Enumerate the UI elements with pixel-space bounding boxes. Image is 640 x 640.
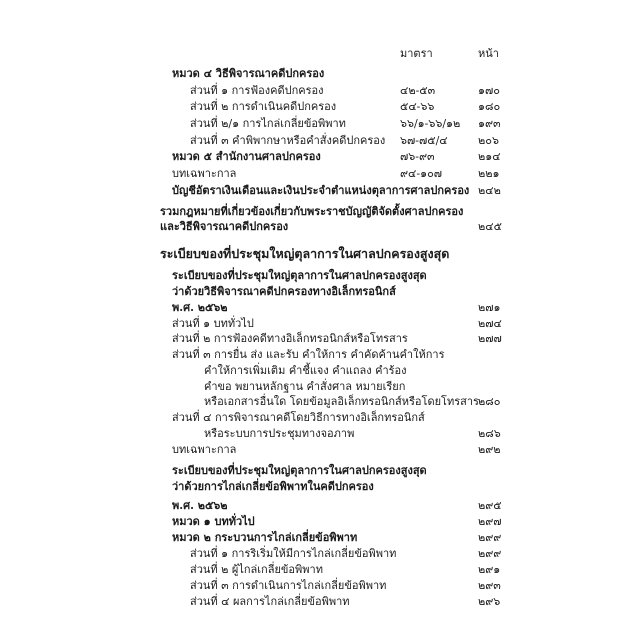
toc-entry-page: ๒๙๖ — [478, 595, 501, 608]
toc-entry-page: ๒๔๒ — [478, 184, 501, 197]
toc-entry-page: ๒๘๖ — [478, 427, 501, 440]
toc-header — [0, 44, 640, 60]
toc-entry — [0, 268, 640, 284]
toc-entry-title: หมวด ๑ บททั่วไป — [172, 515, 255, 528]
toc-entry-page: ๒๗๔ — [478, 317, 502, 330]
toc-entry-section: ๔๒-๕๓ — [400, 84, 436, 97]
toc-entry-title: ส่วนที่ ๓ การยื่น ส่ง และรับ คำให้การ คำคัดค้านคำให้การ — [172, 348, 445, 361]
toc-entry-page: ๒๐๖ — [478, 134, 499, 147]
toc-entry-title: หมวด ๒ กระบวนการไกล่เกลี่ยข้อพิพาท — [172, 531, 358, 544]
toc-entry-title: คำให้การเพิ่มเติม คำชี้แจง คำแถลง คำร้อง — [204, 364, 407, 377]
toc-entry — [0, 363, 640, 379]
toc-entry-title: ระเบียบของที่ประชุมใหญ่ตุลาการในศาลปกครองสูงสุด — [160, 246, 450, 261]
toc-entry-page: ๑๙๓ — [478, 117, 501, 130]
toc-entry — [0, 426, 640, 442]
toc-entry — [0, 246, 640, 262]
toc-entry-page: ๒๙๕ — [478, 499, 502, 512]
toc-entry-title: ว่าด้วยวิธีพิจารณาคดีปกครองทางอิเล็กทรอนิกส์ — [172, 285, 396, 298]
toc-entry — [0, 284, 640, 300]
toc-entry — [0, 442, 640, 458]
toc-entry — [0, 479, 640, 495]
toc-entry-title: ส่วนที่ ๒ การฟ้องคดีทางอิเล็กทรอนิกส์หรือโทรสาร — [172, 332, 408, 345]
toc-entry — [0, 578, 640, 594]
page-column-label: หน้า — [478, 47, 499, 60]
toc-entry-title: บทเฉพาะกาล — [172, 167, 237, 180]
toc-entry — [0, 394, 640, 410]
toc-entry — [0, 166, 640, 182]
toc-entry-section: ๖๗-๗๕/๔ — [400, 134, 448, 147]
toc-entry-title: ระเบียบของที่ประชุมใหญ่ตุลาการในศาลปกครองสูงสุด — [172, 269, 427, 282]
toc-entry-title: หรือเอกสารอื่นใด โดยข้อมูลอิเล็กทรอนิกส์หรือโดยโทรสาร — [204, 395, 479, 408]
toc-entry-page: ๒๙๓ — [478, 579, 501, 592]
toc-entry-section: ๖๖/๑-๖๖/๑๒ — [400, 117, 461, 130]
toc-entry-title: ส่วนที่ ๑ การฟ้องคดีปกครอง — [190, 84, 324, 97]
toc-entry-page: ๒๙๑ — [478, 563, 501, 576]
toc-entry-section: ๗๖-๙๓ — [400, 150, 435, 163]
toc-entry — [0, 316, 640, 332]
toc-entry — [0, 300, 640, 316]
toc-entry — [0, 204, 640, 220]
toc-entry-section: ๙๔-๑๐๗ — [400, 167, 443, 180]
toc-entry — [0, 530, 640, 546]
toc-entry-page: ๒๙๙ — [478, 531, 502, 544]
toc-entry — [0, 149, 640, 165]
toc-entry-title: ส่วนที่ ๓ คำพิพากษาหรือคำสั่งคดีปกครอง — [190, 134, 386, 147]
toc-entry-title: หรือระบบการประชุมทางจอภาพ — [204, 427, 355, 440]
toc-entry-page: ๒๔๕ — [478, 220, 502, 233]
toc-entry-title: ส่วนที่ ๑ บททั่วไป — [172, 317, 254, 330]
toc-entry-page: ๒๘๐ — [478, 395, 501, 408]
toc-entry-title: และวิธีพิจารณาคดีปกครอง — [160, 220, 289, 233]
section-column-label: มาตรา — [400, 47, 433, 60]
toc-entry — [0, 183, 640, 199]
toc-entry — [0, 514, 640, 530]
toc-entry-title: ส่วนที่ ๒ ผู้ไกล่เกลี่ยข้อพิพาท — [190, 563, 323, 576]
toc-entry-page: ๒๗๑ — [478, 301, 501, 314]
toc-entry — [0, 133, 640, 149]
toc-entry — [0, 546, 640, 562]
toc-entry-title: ส่วนที่ ๒ การดำเนินคดีปกครอง — [190, 100, 337, 113]
toc-entry-page: ๒๒๑ — [478, 167, 500, 180]
toc-entry — [0, 83, 640, 99]
toc-entry-title: คำขอ พยานหลักฐาน คำสั่งศาล หมายเรียก — [204, 380, 406, 393]
toc-entry-page: ๑๘๐ — [478, 100, 501, 113]
toc-entry — [0, 594, 640, 610]
toc-entry — [0, 99, 640, 115]
toc-entry-page: ๑๗๐ — [478, 84, 500, 97]
toc-entry-title: ส่วนที่ ๑ การริเริ่มให้มีการไกล่เกลี่ยข้อพิพาท — [190, 547, 397, 560]
toc-entry-page: ๒๙๒ — [478, 443, 501, 456]
toc-entry-page: ๒๙๙ — [478, 547, 502, 560]
toc-entry-page: ๒๗๗ — [478, 332, 502, 345]
toc-entry-title: ส่วนที่ ๒/๑ การไกล่เกลี่ยข้อพิพาท — [190, 117, 346, 130]
toc-entry-title: พ.ศ. ๒๕๖๒ — [172, 301, 228, 314]
toc-entry-title: ส่วนที่ ๓ การดำเนินการไกล่เกลี่ยข้อพิพาท — [190, 579, 387, 592]
toc-entry-title: รวมกฎหมายที่เกี่ยวข้องเกี่ยวกับพระราชบัญญัติจัดตั้งศาลปกครอง — [160, 205, 464, 218]
toc-entry — [0, 410, 640, 426]
toc-entry — [0, 562, 640, 578]
toc-entry — [0, 66, 640, 82]
toc-entry — [0, 347, 640, 363]
toc-entry-section: ๕๔-๖๖ — [400, 100, 435, 113]
toc-entry-title: ว่าด้วยการไกล่เกลี่ยข้อพิพาทในคดีปกครอง — [172, 480, 374, 493]
toc-entry-title: บัญชีอัตราเงินเดือนและเงินประจำตำแหน่งตุลาการศาลปกครอง — [172, 184, 470, 197]
toc-entry-title: หมวด ๕ สำนักงานศาลปกครอง — [172, 150, 321, 163]
toc-entry-page: ๒๙๗ — [478, 515, 502, 528]
toc-entry — [0, 219, 640, 235]
toc-entry — [0, 463, 640, 479]
toc-entry — [0, 331, 640, 347]
toc-entry-title: พ.ศ. ๒๕๖๒ — [172, 499, 228, 512]
toc-entry-title: ส่วนที่ ๔ ผลการไกล่เกลี่ยข้อพิพาท — [190, 595, 350, 608]
toc-entry — [0, 498, 640, 514]
toc-entry — [0, 116, 640, 132]
toc-entry-title: ระเบียบของที่ประชุมใหญ่ตุลาการในศาลปกครองสูงสุด — [172, 464, 427, 477]
toc-entry — [0, 379, 640, 395]
toc-entry-title: หมวด ๔ วิธีพิจารณาคดีปกครอง — [172, 67, 325, 80]
toc-entry-page: ๒๑๔ — [478, 150, 501, 163]
toc-entry-title: บทเฉพาะกาล — [172, 443, 237, 456]
toc-entry-title: ส่วนที่ ๔ การพิจารณาคดีโดยวิธีการทางอิเล็กทรอนิกส์ — [172, 411, 425, 424]
